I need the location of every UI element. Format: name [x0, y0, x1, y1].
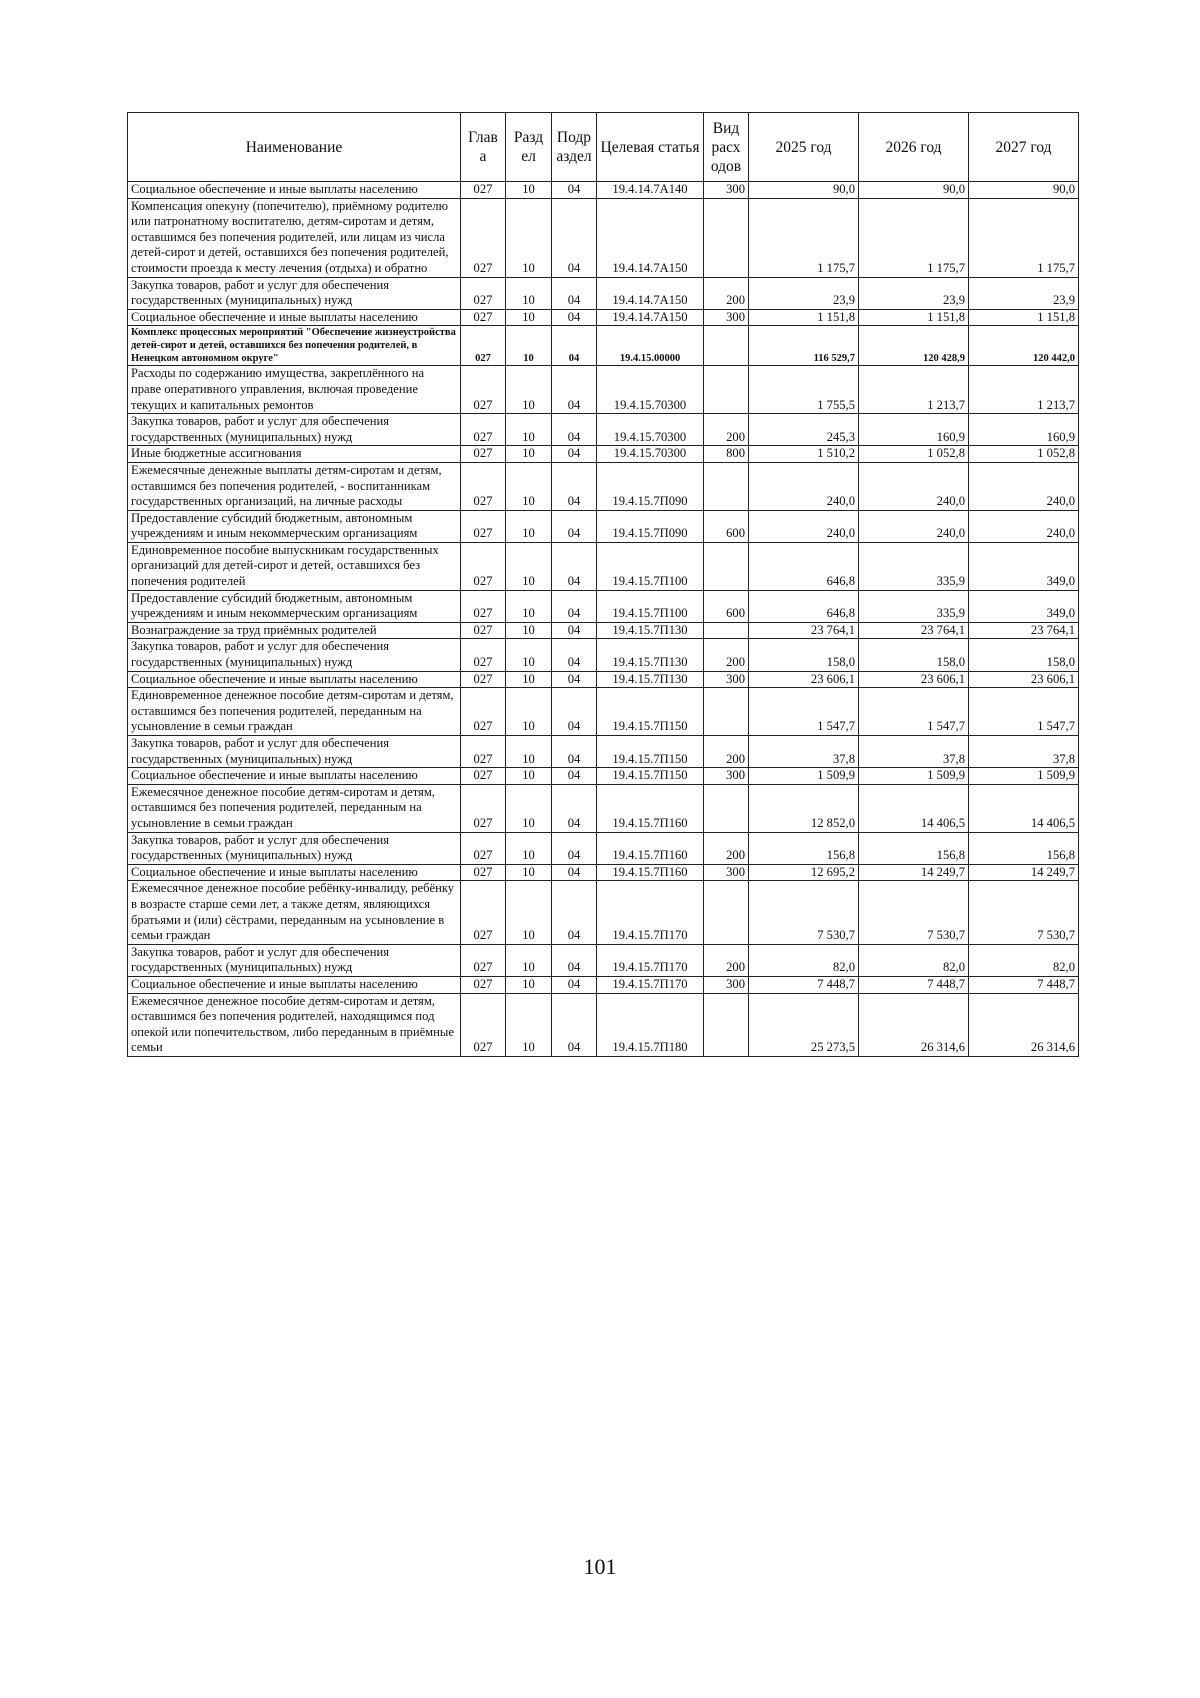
cell-year-2027: 1 175,7	[969, 198, 1079, 277]
table-row	[128, 639, 1079, 671]
cell-podrazdel: 04	[552, 864, 597, 881]
cell-name: Социальное обеспечение и иные выплаты населению	[128, 976, 461, 993]
cell-razdel: 10	[506, 881, 552, 944]
cell-podrazdel: 04	[552, 446, 597, 463]
cell-celevaya-statya: 19.4.15.7П170	[597, 944, 704, 976]
cell-razdel: 10	[506, 309, 552, 326]
cell-podrazdel: 04	[552, 198, 597, 277]
cell-vid-rashodov: 200	[704, 639, 749, 671]
cell-celevaya-statya: 19.4.15.70300	[597, 366, 704, 414]
table-row	[128, 784, 1079, 832]
cell-celevaya-statya: 19.4.15.70300	[597, 446, 704, 463]
cell-celevaya-statya: 19.4.15.7П130	[597, 639, 704, 671]
cell-year-2026: 335,9	[859, 542, 969, 590]
cell-razdel: 10	[506, 414, 552, 446]
cell-glava: 027	[461, 784, 506, 832]
cell-name: Ежемесячное денежное пособие детям-сиротам и детям, оставшимся без попечения родителей, переданным на усыновление в семьи граждан	[128, 784, 461, 832]
table-row	[128, 993, 1079, 1056]
table-row	[128, 864, 1079, 881]
table-row	[128, 414, 1079, 446]
cell-year-2025: 1 175,7	[749, 198, 859, 277]
cell-name: Закупка товаров, работ и услуг для обеспечения государственных (муниципальных) нужд	[128, 639, 461, 671]
cell-glava: 027	[461, 198, 506, 277]
cell-year-2025: 25 273,5	[749, 993, 859, 1056]
cell-podrazdel: 04	[552, 736, 597, 768]
cell-podrazdel: 04	[552, 976, 597, 993]
header-year-2025: 2025 год	[749, 113, 859, 182]
cell-name: Закупка товаров, работ и услуг для обеспечения государственных (муниципальных) нужд	[128, 277, 461, 309]
cell-year-2027: 1 509,9	[969, 768, 1079, 785]
cell-glava: 027	[461, 462, 506, 510]
cell-celevaya-statya: 19.4.14.7А150	[597, 277, 704, 309]
cell-razdel: 10	[506, 182, 552, 199]
table-row	[128, 446, 1079, 463]
cell-celevaya-statya: 19.4.15.7П160	[597, 832, 704, 864]
cell-podrazdel: 04	[552, 309, 597, 326]
cell-year-2027: 7 530,7	[969, 881, 1079, 944]
cell-year-2027: 349,0	[969, 542, 1079, 590]
cell-razdel: 10	[506, 462, 552, 510]
table-row	[128, 309, 1079, 326]
cell-year-2025: 23,9	[749, 277, 859, 309]
table-row	[128, 671, 1079, 688]
cell-name: Компенсация опекуну (попечителю), приёмному родителю или патронатному воспитателю, детям-сиротам и детям, оставшимся без попечения родителей, или лицам из числа детей-сирот и детей, оставшихся без попечения родителей, стоимости проезда к месту лечения (отдыха) и обратно	[128, 198, 461, 277]
table-row	[128, 510, 1079, 542]
cell-razdel: 10	[506, 976, 552, 993]
cell-name: Предоставление субсидий бюджетным, автономным учреждениям и иным некоммерческим организациям	[128, 510, 461, 542]
cell-year-2027: 160,9	[969, 414, 1079, 446]
cell-name: Иные бюджетные ассигнования	[128, 446, 461, 463]
cell-celevaya-statya: 19.4.15.7П090	[597, 510, 704, 542]
cell-year-2027: 37,8	[969, 736, 1079, 768]
cell-year-2026: 1 052,8	[859, 446, 969, 463]
cell-podrazdel: 04	[552, 688, 597, 736]
cell-razdel: 10	[506, 590, 552, 622]
cell-year-2025: 82,0	[749, 944, 859, 976]
cell-vid-rashodov	[704, 881, 749, 944]
cell-year-2026: 240,0	[859, 462, 969, 510]
cell-celevaya-statya: 19.4.15.7П100	[597, 542, 704, 590]
cell-celevaya-statya: 19.4.14.7А150	[597, 198, 704, 277]
cell-vid-rashodov	[704, 198, 749, 277]
table-row	[128, 622, 1079, 639]
cell-glava: 027	[461, 590, 506, 622]
cell-glava: 027	[461, 542, 506, 590]
cell-year-2025: 12 852,0	[749, 784, 859, 832]
table-row	[128, 944, 1079, 976]
cell-year-2025: 245,3	[749, 414, 859, 446]
cell-vid-rashodov	[704, 688, 749, 736]
cell-glava: 027	[461, 976, 506, 993]
cell-year-2025: 23 764,1	[749, 622, 859, 639]
cell-podrazdel: 04	[552, 993, 597, 1056]
cell-vid-rashodov: 300	[704, 182, 749, 199]
cell-name: Вознаграждение за труд приёмных родителей	[128, 622, 461, 639]
cell-podrazdel: 04	[552, 881, 597, 944]
cell-celevaya-statya: 19.4.15.7П160	[597, 784, 704, 832]
cell-year-2026: 37,8	[859, 736, 969, 768]
cell-year-2026: 1 213,7	[859, 366, 969, 414]
cell-razdel: 10	[506, 542, 552, 590]
table-row	[128, 366, 1079, 414]
header-razdel: Разд ел	[506, 113, 552, 182]
cell-razdel: 10	[506, 944, 552, 976]
cell-year-2025: 156,8	[749, 832, 859, 864]
cell-year-2027: 14 249,7	[969, 864, 1079, 881]
cell-name: Социальное обеспечение и иные выплаты населению	[128, 671, 461, 688]
table-row	[128, 688, 1079, 736]
cell-podrazdel: 04	[552, 326, 597, 366]
cell-name: Социальное обеспечение и иные выплаты населению	[128, 309, 461, 326]
cell-year-2026: 1 175,7	[859, 198, 969, 277]
cell-year-2027: 120 442,0	[969, 326, 1079, 366]
table-row	[128, 462, 1079, 510]
cell-vid-rashodov: 300	[704, 671, 749, 688]
cell-name: Социальное обеспечение и иные выплаты населению	[128, 182, 461, 199]
cell-glava: 027	[461, 622, 506, 639]
cell-podrazdel: 04	[552, 784, 597, 832]
cell-year-2027: 1 547,7	[969, 688, 1079, 736]
header-podrazdel: Подр аздел	[552, 113, 597, 182]
cell-glava: 027	[461, 326, 506, 366]
cell-year-2027: 349,0	[969, 590, 1079, 622]
cell-podrazdel: 04	[552, 366, 597, 414]
cell-year-2026: 160,9	[859, 414, 969, 446]
cell-year-2026: 1 547,7	[859, 688, 969, 736]
header-year-2027: 2027 год	[969, 113, 1079, 182]
cell-year-2026: 7 448,7	[859, 976, 969, 993]
cell-vid-rashodov	[704, 993, 749, 1056]
cell-glava: 027	[461, 639, 506, 671]
cell-razdel: 10	[506, 277, 552, 309]
cell-year-2025: 12 695,2	[749, 864, 859, 881]
cell-vid-rashodov: 300	[704, 309, 749, 326]
cell-year-2027: 1 052,8	[969, 446, 1079, 463]
cell-name: Социальное обеспечение и иные выплаты населению	[128, 864, 461, 881]
cell-vid-rashodov: 600	[704, 510, 749, 542]
cell-glava: 027	[461, 277, 506, 309]
cell-razdel: 10	[506, 510, 552, 542]
cell-podrazdel: 04	[552, 671, 597, 688]
cell-year-2027: 240,0	[969, 462, 1079, 510]
cell-razdel: 10	[506, 784, 552, 832]
cell-celevaya-statya: 19.4.15.7П180	[597, 993, 704, 1056]
cell-year-2026: 240,0	[859, 510, 969, 542]
cell-name: Закупка товаров, работ и услуг для обеспечения государственных (муниципальных) нужд	[128, 736, 461, 768]
cell-vid-rashodov	[704, 542, 749, 590]
cell-glava: 027	[461, 864, 506, 881]
cell-vid-rashodov: 200	[704, 944, 749, 976]
cell-podrazdel: 04	[552, 622, 597, 639]
page-number: 101	[583, 1554, 617, 1579]
cell-year-2027: 26 314,6	[969, 993, 1079, 1056]
cell-podrazdel: 04	[552, 462, 597, 510]
cell-podrazdel: 04	[552, 768, 597, 785]
cell-year-2026: 7 530,7	[859, 881, 969, 944]
cell-glava: 027	[461, 446, 506, 463]
cell-razdel: 10	[506, 688, 552, 736]
cell-podrazdel: 04	[552, 277, 597, 309]
cell-year-2025: 646,8	[749, 542, 859, 590]
cell-razdel: 10	[506, 768, 552, 785]
cell-glava: 027	[461, 736, 506, 768]
cell-year-2025: 1 509,9	[749, 768, 859, 785]
cell-celevaya-statya: 19.4.14.7А140	[597, 182, 704, 199]
cell-glava: 027	[461, 414, 506, 446]
header-glava: Глав а	[461, 113, 506, 182]
table-row	[128, 326, 1079, 366]
cell-vid-rashodov: 200	[704, 736, 749, 768]
cell-year-2025: 1 151,8	[749, 309, 859, 326]
cell-glava: 027	[461, 768, 506, 785]
cell-year-2025: 158,0	[749, 639, 859, 671]
cell-year-2025: 7 530,7	[749, 881, 859, 944]
cell-razdel: 10	[506, 446, 552, 463]
cell-razdel: 10	[506, 326, 552, 366]
cell-name: Предоставление субсидий бюджетным, автономным учреждениям и иным некоммерческим организациям	[128, 590, 461, 622]
cell-vid-rashodov: 300	[704, 864, 749, 881]
header-vid-rashodov: Вид расх одов	[704, 113, 749, 182]
cell-year-2027: 82,0	[969, 944, 1079, 976]
cell-razdel: 10	[506, 736, 552, 768]
header-year-2026: 2026 год	[859, 113, 969, 182]
cell-vid-rashodov	[704, 622, 749, 639]
cell-name: Закупка товаров, работ и услуг для обеспечения государственных (муниципальных) нужд	[128, 944, 461, 976]
cell-glava: 027	[461, 832, 506, 864]
cell-year-2025: 646,8	[749, 590, 859, 622]
header-celevaya-statya: Целевая статья	[597, 113, 704, 182]
cell-celevaya-statya: 19.4.15.7П130	[597, 671, 704, 688]
cell-celevaya-statya: 19.4.14.7А150	[597, 309, 704, 326]
cell-celevaya-statya: 19.4.15.7П170	[597, 881, 704, 944]
table-row	[128, 198, 1079, 277]
cell-year-2026: 14 249,7	[859, 864, 969, 881]
cell-glava: 027	[461, 510, 506, 542]
cell-year-2027: 23 606,1	[969, 671, 1079, 688]
cell-year-2026: 23,9	[859, 277, 969, 309]
cell-year-2025: 240,0	[749, 462, 859, 510]
cell-vid-rashodov	[704, 462, 749, 510]
cell-vid-rashodov: 200	[704, 414, 749, 446]
cell-podrazdel: 04	[552, 510, 597, 542]
cell-name: Единовременное пособие выпускникам государственных организаций для детей-сирот и детей, оставшихся без попечения родителей	[128, 542, 461, 590]
cell-year-2026: 90,0	[859, 182, 969, 199]
cell-name: Комплекс процессных мероприятий "Обеспечение жизнеустройства детей-сирот и детей, оставшихся без попечения родителей, в Ненецком автономном округе"	[128, 326, 461, 366]
table-body	[128, 182, 1079, 1057]
cell-razdel: 10	[506, 832, 552, 864]
cell-razdel: 10	[506, 639, 552, 671]
cell-name: Социальное обеспечение и иные выплаты населению	[128, 768, 461, 785]
cell-glava: 027	[461, 881, 506, 944]
table-row	[128, 277, 1079, 309]
cell-name: Ежемесячное денежное пособие ребёнку-инвалиду, ребёнку в возрасте старше семи лет, а также детям, являющихся братьями и (или) сёстрами, переданным на усыновление в семьи граждан	[128, 881, 461, 944]
cell-glava: 027	[461, 309, 506, 326]
cell-vid-rashodov: 600	[704, 590, 749, 622]
cell-name: Расходы по содержанию имущества, закреплённого на праве оперативного управления, включая проведение текущих и капитальных ремонтов	[128, 366, 461, 414]
budget-table	[127, 112, 1079, 1057]
cell-razdel: 10	[506, 366, 552, 414]
cell-year-2025: 1 510,2	[749, 446, 859, 463]
cell-year-2025: 1 547,7	[749, 688, 859, 736]
cell-year-2027: 156,8	[969, 832, 1079, 864]
cell-podrazdel: 04	[552, 832, 597, 864]
cell-year-2025: 23 606,1	[749, 671, 859, 688]
cell-year-2027: 23 764,1	[969, 622, 1079, 639]
cell-name: Ежемесячное денежное пособие детям-сиротам и детям, оставшимся без попечения родителей, находящимся под опекой или попечительством, либо переданным в приёмные семьи	[128, 993, 461, 1056]
cell-celevaya-statya: 19.4.15.7П130	[597, 622, 704, 639]
cell-year-2025: 116 529,7	[749, 326, 859, 366]
cell-year-2026: 23 764,1	[859, 622, 969, 639]
cell-year-2026: 1 509,9	[859, 768, 969, 785]
cell-year-2027: 1 213,7	[969, 366, 1079, 414]
cell-name: Единовременное денежное пособие детям-сиротам и детям, оставшимся без попечения родителей, переданным на усыновление в семьи граждан	[128, 688, 461, 736]
cell-razdel: 10	[506, 671, 552, 688]
cell-celevaya-statya: 19.4.15.7П170	[597, 976, 704, 993]
cell-year-2027: 14 406,5	[969, 784, 1079, 832]
cell-celevaya-statya: 19.4.15.70300	[597, 414, 704, 446]
cell-podrazdel: 04	[552, 182, 597, 199]
cell-vid-rashodov	[704, 326, 749, 366]
cell-year-2026: 14 406,5	[859, 784, 969, 832]
cell-year-2027: 90,0	[969, 182, 1079, 199]
cell-year-2026: 156,8	[859, 832, 969, 864]
cell-glava: 027	[461, 671, 506, 688]
cell-year-2026: 26 314,6	[859, 993, 969, 1056]
cell-year-2026: 23 606,1	[859, 671, 969, 688]
cell-vid-rashodov	[704, 366, 749, 414]
cell-year-2026: 158,0	[859, 639, 969, 671]
table-row	[128, 590, 1079, 622]
cell-podrazdel: 04	[552, 639, 597, 671]
cell-year-2026: 82,0	[859, 944, 969, 976]
cell-vid-rashodov: 200	[704, 832, 749, 864]
cell-celevaya-statya: 19.4.15.00000	[597, 326, 704, 366]
cell-name: Ежемесячные денежные выплаты детям-сиротам и детям, оставшимся без попечения родителей, - воспитанникам государственных организаций, на личные расходы	[128, 462, 461, 510]
table-row	[128, 976, 1079, 993]
cell-year-2026: 1 151,8	[859, 309, 969, 326]
table-row	[128, 182, 1079, 199]
cell-year-2025: 90,0	[749, 182, 859, 199]
cell-name: Закупка товаров, работ и услуг для обеспечения государственных (муниципальных) нужд	[128, 832, 461, 864]
table-row	[128, 768, 1079, 785]
cell-year-2027: 158,0	[969, 639, 1079, 671]
cell-razdel: 10	[506, 622, 552, 639]
cell-razdel: 10	[506, 198, 552, 277]
cell-celevaya-statya: 19.4.15.7П160	[597, 864, 704, 881]
header-name: Наименование	[128, 113, 461, 182]
cell-podrazdel: 04	[552, 414, 597, 446]
table-header-row	[128, 113, 1079, 182]
cell-year-2026: 335,9	[859, 590, 969, 622]
cell-razdel: 10	[506, 864, 552, 881]
cell-celevaya-statya: 19.4.15.7П090	[597, 462, 704, 510]
cell-year-2027: 1 151,8	[969, 309, 1079, 326]
table-row	[128, 881, 1079, 944]
cell-year-2027: 240,0	[969, 510, 1079, 542]
cell-celevaya-statya: 19.4.15.7П150	[597, 768, 704, 785]
cell-podrazdel: 04	[552, 542, 597, 590]
cell-year-2025: 7 448,7	[749, 976, 859, 993]
cell-podrazdel: 04	[552, 944, 597, 976]
cell-razdel: 10	[506, 993, 552, 1056]
table-row	[128, 832, 1079, 864]
cell-year-2027: 7 448,7	[969, 976, 1079, 993]
cell-year-2026: 120 428,9	[859, 326, 969, 366]
table-row	[128, 542, 1079, 590]
cell-glava: 027	[461, 366, 506, 414]
table-row	[128, 736, 1079, 768]
cell-podrazdel: 04	[552, 590, 597, 622]
cell-glava: 027	[461, 182, 506, 199]
cell-vid-rashodov: 300	[704, 976, 749, 993]
cell-year-2025: 1 755,5	[749, 366, 859, 414]
cell-vid-rashodov: 300	[704, 768, 749, 785]
cell-celevaya-statya: 19.4.15.7П100	[597, 590, 704, 622]
cell-vid-rashodov: 800	[704, 446, 749, 463]
cell-celevaya-statya: 19.4.15.7П150	[597, 688, 704, 736]
cell-year-2025: 240,0	[749, 510, 859, 542]
cell-vid-rashodov: 200	[704, 277, 749, 309]
cell-year-2027: 23,9	[969, 277, 1079, 309]
cell-celevaya-statya: 19.4.15.7П150	[597, 736, 704, 768]
cell-year-2025: 37,8	[749, 736, 859, 768]
cell-glava: 027	[461, 688, 506, 736]
cell-glava: 027	[461, 993, 506, 1056]
cell-glava: 027	[461, 944, 506, 976]
cell-name: Закупка товаров, работ и услуг для обеспечения государственных (муниципальных) нужд	[128, 414, 461, 446]
cell-vid-rashodov	[704, 784, 749, 832]
